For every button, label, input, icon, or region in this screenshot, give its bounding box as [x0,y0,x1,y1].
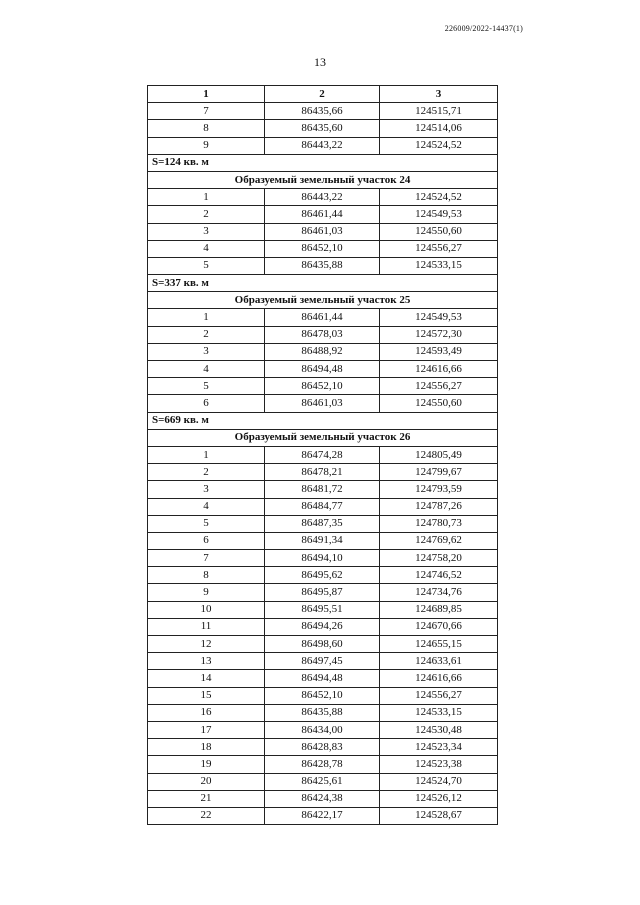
y-coordinate-cell: 124550,60 [380,223,498,240]
point-number-cell: 22 [148,807,265,824]
x-coordinate-cell: 86487,35 [265,515,380,532]
y-coordinate-cell: 124523,38 [380,756,498,773]
y-coordinate-cell: 124799,67 [380,464,498,481]
point-number-cell: 1 [148,446,265,463]
y-coordinate-cell: 124528,67 [380,807,498,824]
table-row [148,481,498,498]
point-number-cell: 3 [148,343,265,360]
point-number-cell: 5 [148,257,265,274]
y-coordinate-cell: 124523,34 [380,739,498,756]
x-coordinate-cell: 86481,72 [265,481,380,498]
point-number-cell: 11 [148,618,265,635]
point-number-cell: 1 [148,309,265,326]
y-coordinate-cell: 124616,66 [380,361,498,378]
point-number-cell: 3 [148,481,265,498]
y-coordinate-cell: 124787,26 [380,498,498,515]
table-row [148,326,498,343]
table-row [148,773,498,790]
x-coordinate-cell: 86484,77 [265,498,380,515]
point-number-cell: 2 [148,464,265,481]
table-row [148,636,498,653]
x-coordinate-cell: 86495,87 [265,584,380,601]
table-row [148,653,498,670]
table-row [148,739,498,756]
y-coordinate-cell: 124526,12 [380,790,498,807]
table-row [148,756,498,773]
table-row [148,189,498,206]
table-row [148,670,498,687]
y-coordinate-cell: 124550,60 [380,395,498,412]
section-title-row [148,292,498,309]
table-row [148,137,498,154]
y-coordinate-cell: 124780,73 [380,515,498,532]
x-coordinate-cell: 86443,22 [265,189,380,206]
y-coordinate-cell: 124556,27 [380,240,498,257]
point-number-cell: 4 [148,498,265,515]
y-coordinate-cell: 124524,52 [380,189,498,206]
document-id: 226009/2022-14437(1) [444,24,523,33]
y-coordinate-cell: 124793,59 [380,481,498,498]
point-number-cell: 7 [148,550,265,567]
point-number-cell: 2 [148,326,265,343]
point-number-cell: 13 [148,653,265,670]
point-number-cell: 9 [148,584,265,601]
table-row [148,206,498,223]
area-row [148,412,498,429]
y-coordinate-cell: 124556,27 [380,687,498,704]
y-coordinate-cell: 124758,20 [380,550,498,567]
x-coordinate-cell: 86494,48 [265,361,380,378]
point-number-cell: 7 [148,103,265,120]
x-coordinate-cell: 86488,92 [265,343,380,360]
area-label: S=337 кв. м [148,275,498,292]
x-coordinate-cell: 86461,44 [265,309,380,326]
x-coordinate-cell: 86461,44 [265,206,380,223]
point-number-cell: 20 [148,773,265,790]
y-coordinate-cell: 124689,85 [380,601,498,618]
table-row [148,395,498,412]
area-row [148,275,498,292]
table-row [148,103,498,120]
table-row [148,343,498,360]
y-coordinate-cell: 124524,52 [380,137,498,154]
y-coordinate-cell: 124734,76 [380,584,498,601]
section-title: Образуемый земельный участок 26 [148,429,498,446]
point-number-cell: 8 [148,120,265,137]
point-number-cell: 17 [148,721,265,738]
section-title-row [148,429,498,446]
x-coordinate-cell: 86425,61 [265,773,380,790]
table-row [148,120,498,137]
y-coordinate-cell: 124549,53 [380,206,498,223]
y-coordinate-cell: 124556,27 [380,378,498,395]
point-number-cell: 19 [148,756,265,773]
y-coordinate-cell: 124769,62 [380,532,498,549]
y-coordinate-cell: 124533,15 [380,704,498,721]
point-number-cell: 6 [148,532,265,549]
point-number-cell: 1 [148,189,265,206]
table-row [148,790,498,807]
x-coordinate-cell: 86435,88 [265,704,380,721]
table-row [148,687,498,704]
x-coordinate-cell: 86495,51 [265,601,380,618]
section-title: Образуемый земельный участок 24 [148,171,498,188]
table-row [148,550,498,567]
x-coordinate-cell: 86452,10 [265,378,380,395]
y-coordinate-cell: 124655,15 [380,636,498,653]
point-number-cell: 21 [148,790,265,807]
x-coordinate-cell: 86474,28 [265,446,380,463]
x-coordinate-cell: 86494,10 [265,550,380,567]
x-coordinate-cell: 86428,78 [265,756,380,773]
x-coordinate-cell: 86461,03 [265,395,380,412]
table-row [148,515,498,532]
x-coordinate-cell: 86494,26 [265,618,380,635]
table-row [148,446,498,463]
x-coordinate-cell: 86461,03 [265,223,380,240]
point-number-cell: 10 [148,601,265,618]
y-coordinate-cell: 124524,70 [380,773,498,790]
y-coordinate-cell: 124593,49 [380,343,498,360]
y-coordinate-cell: 124746,52 [380,567,498,584]
x-coordinate-cell: 86424,38 [265,790,380,807]
point-number-cell: 8 [148,567,265,584]
x-coordinate-cell: 86435,60 [265,120,380,137]
table-row [148,309,498,326]
y-coordinate-cell: 124514,06 [380,120,498,137]
point-number-cell: 5 [148,378,265,395]
x-coordinate-cell: 86478,21 [265,464,380,481]
point-number-cell: 12 [148,636,265,653]
point-number-cell: 9 [148,137,265,154]
table-row [148,361,498,378]
point-number-cell: 5 [148,515,265,532]
table-row [148,721,498,738]
x-coordinate-cell: 86422,17 [265,807,380,824]
table-header-row [148,86,498,103]
header-cell-point: 1 [148,86,265,103]
table-row [148,567,498,584]
point-number-cell: 15 [148,687,265,704]
area-row [148,154,498,171]
x-coordinate-cell: 86494,48 [265,670,380,687]
y-coordinate-cell: 124515,71 [380,103,498,120]
page-number: 13 [314,55,326,69]
x-coordinate-cell: 86452,10 [265,687,380,704]
y-coordinate-cell: 124549,53 [380,309,498,326]
point-number-cell: 6 [148,395,265,412]
x-coordinate-cell: 86478,03 [265,326,380,343]
x-coordinate-cell: 86491,34 [265,532,380,549]
area-label: S=669 кв. м [148,412,498,429]
header-cell-y: 3 [380,86,498,103]
x-coordinate-cell: 86435,66 [265,103,380,120]
y-coordinate-cell: 124616,66 [380,670,498,687]
point-number-cell: 16 [148,704,265,721]
header-cell-x: 2 [265,86,380,103]
table-row [148,807,498,824]
table-row [148,240,498,257]
point-number-cell: 4 [148,361,265,378]
x-coordinate-cell: 86452,10 [265,240,380,257]
table-row [148,378,498,395]
y-coordinate-cell: 124533,15 [380,257,498,274]
table-row [148,223,498,240]
point-number-cell: 3 [148,223,265,240]
table-row [148,601,498,618]
table-row [148,618,498,635]
table-row [148,584,498,601]
x-coordinate-cell: 86498,60 [265,636,380,653]
table-row [148,464,498,481]
section-title: Образуемый земельный участок 25 [148,292,498,309]
y-coordinate-cell: 124572,30 [380,326,498,343]
table-row [148,257,498,274]
table-row [148,498,498,515]
table-body [148,86,498,825]
x-coordinate-cell: 86434,00 [265,721,380,738]
x-coordinate-cell: 86495,62 [265,567,380,584]
point-number-cell: 18 [148,739,265,756]
x-coordinate-cell: 86497,45 [265,653,380,670]
y-coordinate-cell: 124530,48 [380,721,498,738]
x-coordinate-cell: 86443,22 [265,137,380,154]
coordinates-table [147,85,498,825]
point-number-cell: 4 [148,240,265,257]
y-coordinate-cell: 124670,66 [380,618,498,635]
y-coordinate-cell: 124633,61 [380,653,498,670]
x-coordinate-cell: 86428,83 [265,739,380,756]
area-label: S=124 кв. м [148,154,498,171]
y-coordinate-cell: 124805,49 [380,446,498,463]
point-number-cell: 14 [148,670,265,687]
x-coordinate-cell: 86435,88 [265,257,380,274]
section-title-row [148,171,498,188]
point-number-cell: 2 [148,206,265,223]
table-row [148,704,498,721]
table-row [148,532,498,549]
